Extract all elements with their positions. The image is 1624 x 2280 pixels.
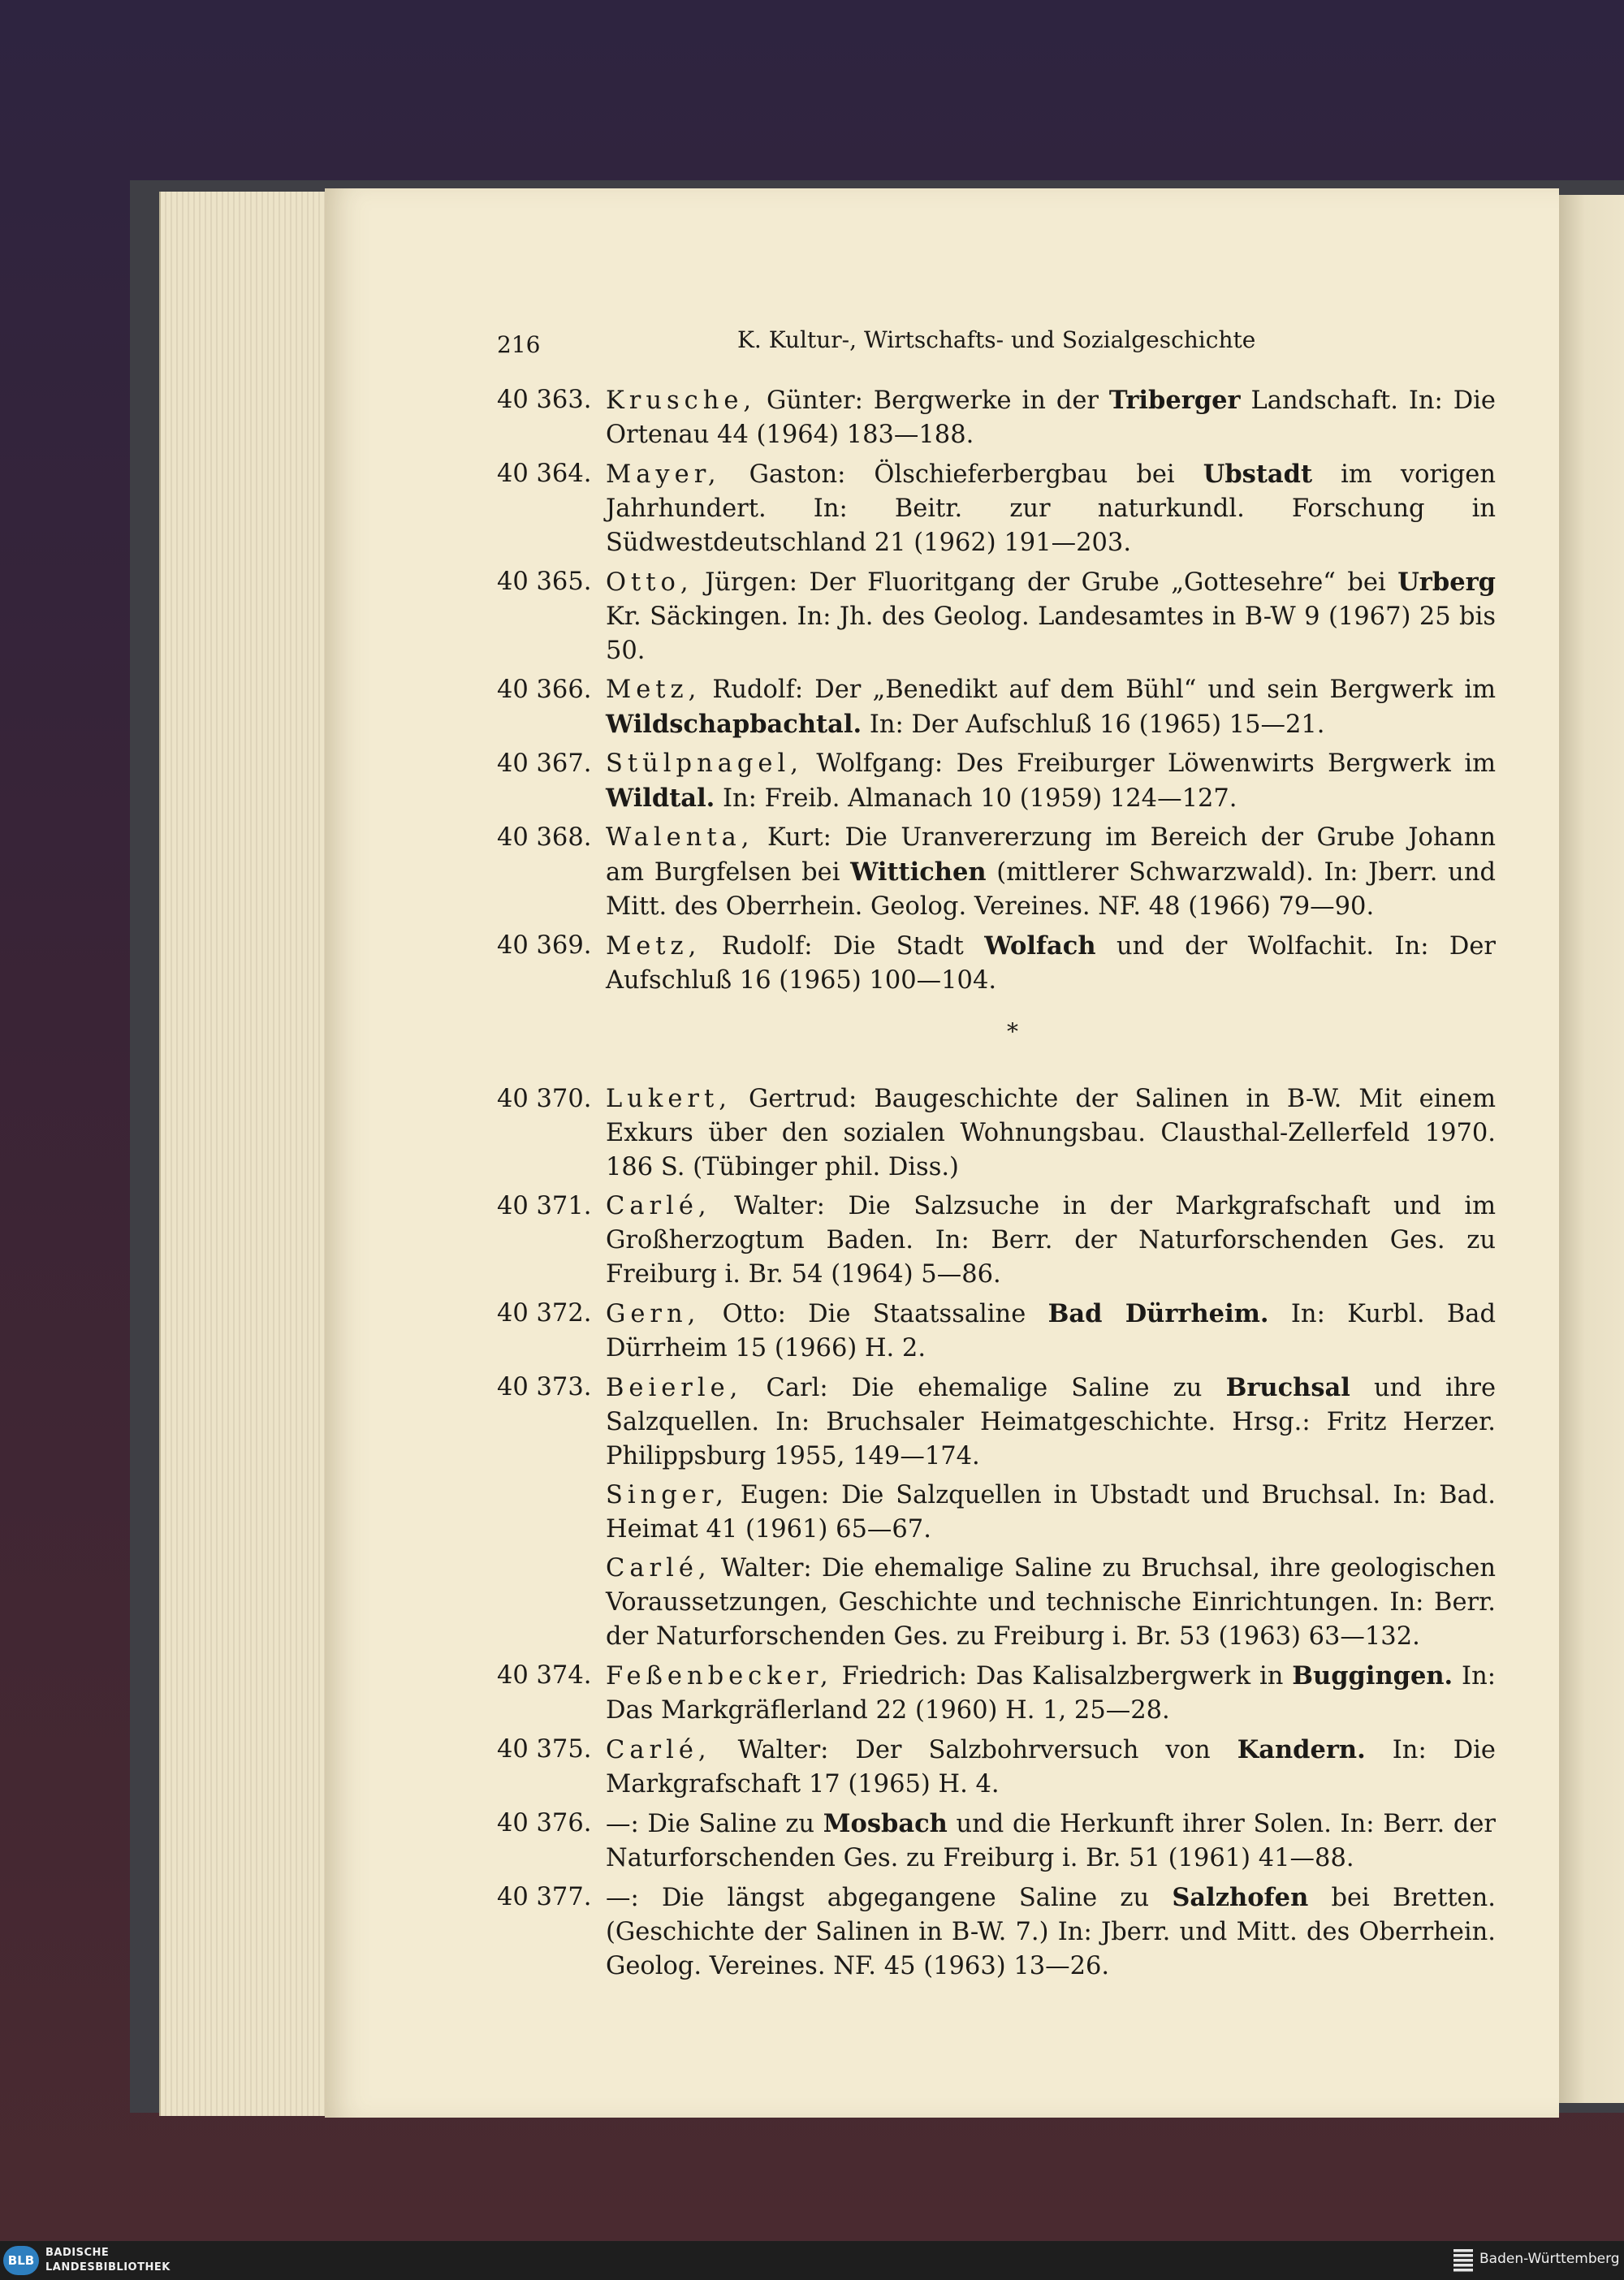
place-name: Wittichen (850, 857, 987, 887)
entry-title-part: Eugen: Die Salzquellen in Ubstadt und Bruchsal. In: Bad. Heimat 41 (1961) 65—67. (606, 1481, 1496, 1544)
library-name-line1: BADISCHE (45, 2247, 110, 2259)
entry-author: Carlé, (606, 1554, 711, 1583)
place-name: Buggingen. (1292, 1661, 1453, 1691)
entry-author: Lukert, (606, 1085, 732, 1113)
entry-text (606, 821, 1496, 924)
bibliography-list (497, 383, 1496, 1989)
entry-title-part: Günter: Bergwerke in der (756, 386, 1109, 415)
state-name: Baden-Württemberg (1479, 2251, 1620, 2267)
bibliography-entry (497, 1190, 1496, 1292)
entry-author: Metz, (606, 676, 702, 704)
place-name: Wolfach (984, 931, 1096, 961)
place-name: Mosbach (823, 1809, 948, 1838)
place-name: Ubstadt (1203, 460, 1313, 489)
bibliography-entry (497, 1297, 1496, 1366)
entry-number: 40 370. (497, 1085, 592, 1113)
entry-title-part: Carl: Die ehemalige Saline zu (742, 1374, 1226, 1402)
entry-number: 40 373. (497, 1373, 592, 1401)
entry-source: im vorigen Jahrhundert. In: Beitr. zur naturkundl. Forschung in Südwestdeutschland 21 (1962) 191—203. (606, 460, 1496, 557)
entry-number: 40 365. (497, 568, 592, 596)
running-title: K. Kultur-, Wirtschafts- und Sozialgeschichte (737, 326, 1256, 353)
entry-title-part: Wolfgang: Des Freiburger Löwenwirts Bergwerk im (802, 749, 1496, 778)
entry-text (606, 1552, 1496, 1654)
entry-number: 40 377. (497, 1883, 592, 1911)
page-number: 216 (497, 331, 541, 358)
place-name: Bruchsal (1225, 1373, 1350, 1402)
entry-source: In: Die Markgrafschaft 17 (1965) H. 4. (606, 1736, 1496, 1799)
entry-number: 40 376. (497, 1809, 592, 1837)
entry-text (606, 1479, 1496, 1547)
entry-title-part: Walter: Der Salzbohrversuch von (710, 1736, 1237, 1764)
entry-number: 40 363. (497, 386, 592, 414)
section-separator: * (1007, 1018, 1018, 1045)
entry-source: und der Wolfachit. In: Der Aufschluß 16 (1965) 100—104. (606, 932, 1497, 995)
place-name: Wildschapbachtal. (606, 710, 862, 739)
entry-number: 40 375. (497, 1735, 592, 1764)
place-name: Kandern. (1237, 1735, 1366, 1764)
bibliography-entry (497, 1807, 1496, 1876)
entry-source: In: Freib. Almanach 10 (1959) 124—127. (715, 784, 1237, 813)
entry-source: Kr. Säckingen. In: Jh. des Geolog. Landesamtes in B-W 9 (1967) 25 bis 50. (606, 602, 1496, 665)
entry-title-part: Rudolf: Der „Benedikt auf dem Bühl“ und sein Bergwerk im (701, 676, 1496, 704)
entry-text (606, 929, 1496, 998)
entry-text (606, 457, 1496, 560)
entry-source: bei Bretten. (Geschichte der Salinen in B-W. 7.) In: Jberr. und Mitt. des Oberrhein. Geolog. Vereines. NF. 45 (1963) 13—26. (606, 1884, 1496, 1980)
entry-author: Krusche, (606, 386, 757, 415)
entry-source: (mittlerer Schwarzwald). In: Jberr. und Mitt. des Oberrhein. Geolog. Vereines. NF. 48 (1966) 79—90. (606, 858, 1496, 921)
entry-author: Gern, (606, 1300, 701, 1328)
bibliography-entry (497, 747, 1496, 816)
entry-title-part: —: Die längst abgegangene Saline zu (606, 1884, 1173, 1912)
entry-author: Beierle, (606, 1374, 743, 1402)
library-name-line2: LANDESBIBLIOTHEK (45, 2261, 171, 2274)
library-name (45, 2246, 224, 2275)
related-entry (497, 1552, 1496, 1654)
entry-title-part: Gaston: Ölschieferbergbau bei (720, 460, 1203, 489)
entry-source: In: Der Aufschluß 16 (1965) 15—21. (862, 710, 1325, 739)
entry-number: 40 372. (497, 1299, 592, 1328)
bibliography-entry (497, 1733, 1496, 1802)
entry-text (606, 747, 1496, 816)
bibliography-entry (497, 929, 1496, 998)
bibliography-entry (497, 1659, 1496, 1728)
entry-author: Mayer, (606, 460, 721, 489)
bibliography-entry (497, 821, 1496, 924)
entry-number: 40 371. (497, 1192, 592, 1220)
entry-title-part: Kurt: Die Uranvererzung im Bereich der Grube Johann am Burgfelsen bei (606, 823, 1496, 887)
entry-number: 40 364. (497, 460, 592, 488)
entry-source: Landschaft. In: Die Ortenau 44 (1964) 183—188. (606, 386, 1496, 449)
entry-source: und die Herkunft ihrer Solen. In: Berr. der Naturforschenden Ges. zu Freiburg i. Br. 51 (1961) 41—88. (606, 1810, 1496, 1872)
place-name: Bad Dürrheim. (1047, 1299, 1269, 1328)
entry-title-part: Walter: Die Salzsuche in der Markgrafschaft und im Großherzogtum Baden. In: Berr. der Naturforschenden Ges. zu Freiburg i. Br. 54 (1964) 5—86. (606, 1192, 1496, 1289)
bibliography-entry (497, 383, 1496, 452)
entry-number: 40 367. (497, 749, 592, 778)
entry-number: 40 366. (497, 676, 592, 704)
place-name: Triberger (1108, 386, 1241, 415)
bibliography-entry (497, 1371, 1496, 1474)
entry-source: und ihre Salzquellen. In: Bruchsaler Heimatgeschichte. Hrsg.: Fritz Herzer. Philippsburg 1955, 149—174. (606, 1374, 1496, 1470)
entry-text (606, 565, 1496, 668)
entry-text (606, 1881, 1496, 1984)
entry-author: Metz, (606, 932, 702, 961)
state-emblem-icon (1453, 2249, 1473, 2272)
entry-author: Carlé, (606, 1736, 711, 1764)
entry-text (606, 1082, 1496, 1185)
entry-author: Stülpnagel, (606, 749, 803, 778)
entry-title-part: Gertrud: Baugeschichte der Salinen in B-W. Mit einem Exkurs über den sozialen Wohnungsbau. Clausthal-Zellerfeld 1970. 186 S. (Tübinger phil. Diss.) (606, 1085, 1496, 1181)
entry-text (606, 1733, 1496, 1802)
blb-logo: BLB (3, 2246, 39, 2275)
place-name: Salzhofen (1172, 1883, 1309, 1912)
entry-author: Carlé, (606, 1192, 711, 1220)
entry-number: 40 374. (497, 1661, 592, 1690)
entry-text (606, 1659, 1496, 1728)
bibliography-entry (497, 1881, 1496, 1984)
entry-author: Singer, (606, 1481, 728, 1509)
entry-author: Walenta, (606, 823, 754, 852)
place-name: Urberg (1397, 568, 1496, 597)
entry-text (606, 1297, 1496, 1366)
facing-page-edge (1559, 195, 1624, 2103)
entry-title-part: Friedrich: Das Kalisalzbergwerk in (832, 1662, 1293, 1691)
related-entry (497, 1479, 1496, 1547)
entry-title-part: —: Die Saline zu (606, 1810, 823, 1838)
entry-title-part: Jürgen: Der Fluoritgang der Grube „Gottesehre“ bei (693, 568, 1398, 597)
bibliography-entry (497, 673, 1496, 742)
viewer-footer (0, 2241, 1624, 2280)
entry-title-part: Otto: Die Staatssaline (700, 1300, 1048, 1328)
bibliography-entry (497, 1082, 1496, 1185)
entry-text (606, 1371, 1496, 1474)
entry-title-part: Rudolf: Die Stadt (701, 932, 985, 961)
entry-source: In: Kurbl. Bad Dürrheim 15 (1966) H. 2. (606, 1300, 1496, 1362)
entry-text (606, 1190, 1496, 1292)
entry-author: Feßenbecker, (606, 1662, 833, 1691)
page-header (497, 326, 1544, 367)
bibliography-entry (497, 565, 1496, 668)
entry-source: In: Das Markgräflerland 22 (1960) H. 1, 25—28. (606, 1662, 1496, 1725)
bibliography-entry (497, 457, 1496, 560)
entry-author: Otto, (606, 568, 693, 597)
entry-number: 40 368. (497, 823, 592, 852)
entry-number: 40 369. (497, 931, 592, 960)
place-name: Wildtal. (606, 784, 715, 813)
entry-text (606, 383, 1496, 452)
entry-text (606, 1807, 1496, 1876)
entry-title-part: Walter: Die ehemalige Saline zu Bruchsal, ihre geologischen Voraussetzungen, Geschichte und technische Einrichtungen. In: Berr. der Naturforschenden Ges. zu Freiburg i. Br. 53 (1963) 63—132. (606, 1554, 1496, 1651)
entry-text (606, 673, 1496, 742)
